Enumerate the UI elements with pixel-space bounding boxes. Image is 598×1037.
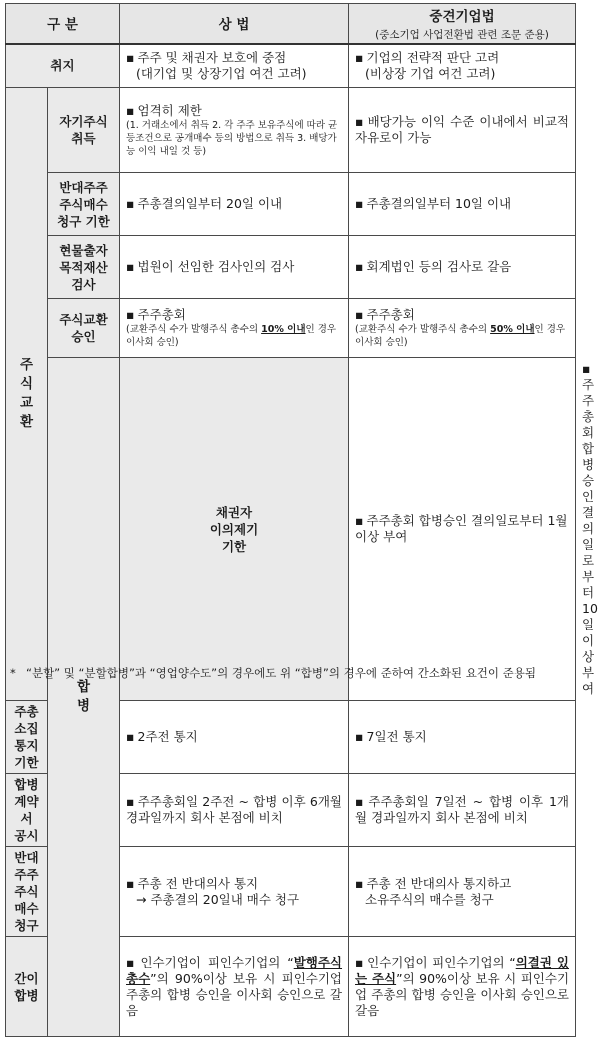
cell-appraisal-deadline-midsize <box>349 173 576 236</box>
cell-text: 주주총회 <box>366 307 415 322</box>
cell-text: ”의 90%이상 보유 시 피인수기업 주총의 합병 승인을 이사회 승인으로 갈음 <box>355 970 570 1018</box>
cell-text: 주총결의일부터 20일 이내 <box>137 196 283 211</box>
cell-text: 주총결의일부터 10일 이내 <box>366 196 512 211</box>
bullet-icon: ▪ <box>126 196 135 211</box>
cell-note: (교환주식 수가 발행주식 총수의 <box>126 324 262 335</box>
cell-purpose-midsize <box>349 44 576 88</box>
row-label-purpose: 취지 <box>6 44 120 88</box>
cell-text: 주주총회 합병승인 결의일로부터 1월 이상 부여 <box>355 513 568 544</box>
bullet-icon: ▪ <box>126 49 135 65</box>
bullet-icon: ▪ <box>126 794 135 809</box>
cell-in-kind-midsize <box>349 236 576 299</box>
cell-text: 배당가능 이익 수준 이내에서 비교적 자유로이 가능 <box>355 114 570 145</box>
label-line: 합병계약서 <box>14 777 39 826</box>
cell-text: 주주총회 <box>137 307 186 322</box>
label-line: 채권자 <box>215 504 253 520</box>
cell-note: 인 경우 이사회 승인) <box>126 324 337 348</box>
bullet-icon: ▪ <box>355 794 366 809</box>
cell-text-emphasis: 발행주식 총수 <box>126 954 343 986</box>
group-text: 합병 <box>76 679 91 714</box>
cell-treasury-commercial <box>120 88 349 173</box>
bullet-icon: ▪ <box>355 513 364 528</box>
row-label-merger-contract <box>6 774 48 847</box>
cell-meeting-notice-commercial <box>120 701 349 774</box>
cell-purpose-commercial <box>120 44 349 88</box>
cell-merger-appraisal-midsize <box>349 847 576 937</box>
label-line: 취득 <box>71 131 96 146</box>
bullet-icon: ▪ <box>355 114 365 129</box>
footnote <box>10 664 574 682</box>
label-line: 주식교환 <box>59 312 108 327</box>
cell-text: 인수기업이 피인수기업의 “ <box>367 954 516 970</box>
cell-text: ”의 90%이상 보유 시 피인수기업 주총의 합병 승인을 이사회 승인으로 갈음 <box>126 970 343 1018</box>
cell-text: 인수기업이 피인수기업의 “ <box>140 954 294 970</box>
header-row <box>6 4 576 44</box>
cell-text: (대기업 및 상장기업 여건 고려) <box>136 65 307 81</box>
cell-treasury-midsize <box>349 88 576 173</box>
label-line: 현물출자 <box>59 242 108 258</box>
cell-in-kind-commercial <box>120 236 349 299</box>
label-line: 기한 <box>221 538 247 554</box>
bullet-icon: ▪ <box>126 875 135 891</box>
header-midsize-subtitle: (중소기업 사업전환법 관련 조문 준용) <box>375 28 549 41</box>
label-line: 반대주주 <box>14 850 39 882</box>
bullet-icon: ▪ <box>126 102 135 118</box>
cell-text: 엄격히 제한 <box>137 102 202 118</box>
label-line: 반대주주 <box>59 179 108 195</box>
footnote-text: “분할” 및 “분할합병”과 “영업양수도”의 경우에도 위 “합병”의 경우에 준하여 간소화된 요건이 준용됨 <box>26 666 537 680</box>
row-treasury <box>6 88 576 173</box>
cell-simplified-merger-midsize <box>349 937 576 1037</box>
bullet-icon: ▪ <box>355 259 364 274</box>
label-line: 청구 <box>14 918 39 933</box>
row-label-appraisal-deadline <box>48 173 120 236</box>
cell-text: 2주전 통지 <box>137 729 198 744</box>
bullet-icon: ▪ <box>126 954 138 970</box>
label-line: 통지 기한 <box>14 738 39 770</box>
cell-merger-appraisal-commercial <box>120 847 349 937</box>
bullet-icon: ▪ <box>126 259 135 274</box>
label-line: 승인 <box>71 329 96 344</box>
label-line: 주식매수 <box>14 884 39 916</box>
cell-text: 회계법인 등의 검사로 갈음 <box>366 259 512 274</box>
cell-text: 기업의 전략적 판단 고려 <box>366 49 500 65</box>
label-line: 주총 소집 <box>14 704 39 736</box>
cell-exchange-approval-midsize <box>349 299 576 358</box>
cell-exchange-approval-commercial <box>120 299 349 358</box>
cell-text: 주총 전 반대의사 통지 <box>137 875 259 891</box>
comparison-table <box>5 3 598 1037</box>
bullet-icon: ▪ <box>126 729 135 744</box>
row-in-kind <box>6 236 576 299</box>
cell-text: 법원이 선임한 검사인의 검사 <box>137 259 295 274</box>
cell-text-emphasis: 의결권 있는 주식 <box>355 954 570 986</box>
bullet-icon: ▪ <box>355 49 364 65</box>
bullet-icon: ▪ <box>355 729 364 744</box>
cell-text: 주주총회일 7일전 ~ 합병 이후 1개월 경과일까지 회사 본점에 비치 <box>355 794 570 825</box>
cell-text: 7일전 통지 <box>366 729 427 744</box>
cell-simplified-merger-commercial <box>120 937 349 1037</box>
cell-appraisal-deadline-commercial <box>120 173 349 236</box>
bullet-icon: ▪ <box>126 307 135 322</box>
cell-text: (비상장 기업 여건 고려) <box>365 65 496 81</box>
cell-text: 소유주식의 매수를 청구 <box>365 891 494 907</box>
label-line: 주식매수 <box>59 196 108 212</box>
cell-meeting-notice-midsize <box>349 701 576 774</box>
label-line: 이의제기 <box>209 521 259 537</box>
row-creditor-objection <box>6 358 576 701</box>
row-label-in-kind <box>48 236 120 299</box>
label-line: 청구 기한 <box>57 213 110 229</box>
cell-note: 인 경우 이사회 승인) <box>355 324 566 348</box>
group-text: 주식교환 <box>19 357 34 430</box>
bullet-icon: ▪ <box>355 875 364 891</box>
row-appraisal-deadline <box>6 173 576 236</box>
label-line: 공시 <box>14 828 39 843</box>
group-label-merger <box>48 358 120 1037</box>
bullet-icon: ▪ <box>355 954 365 970</box>
row-label-merger-appraisal <box>6 847 48 937</box>
row-exchange-approval <box>6 299 576 358</box>
cell-note: (1. 거래소에서 취득 2. 각 주주 보유주식에 따라 균등조건으로 공개매수 등의 방법으로 취득 3. 배당가능 이익 내일 것 등) <box>126 119 338 157</box>
row-label-meeting-notice <box>6 701 48 774</box>
row-purpose <box>6 44 576 88</box>
bullet-icon: ▪ <box>355 196 364 211</box>
cell-text: 주총 전 반대의사 통지하고 <box>366 875 512 891</box>
row-label-creditor-objection <box>120 358 349 701</box>
group-label-share-exchange <box>6 88 48 701</box>
cell-note-emphasis: 10% 이내 <box>261 324 306 335</box>
cell-creditor-objection-commercial <box>349 358 576 701</box>
cell-merger-contract-midsize <box>349 774 576 847</box>
footnote-mark: * <box>10 666 16 680</box>
cell-text: 주주총회일 2주전 ~ 합병 이후 6개월 경과일까지 회사 본점에 비치 <box>126 794 342 825</box>
cell-text: → 주총결의 20일내 매수 청구 <box>136 891 300 907</box>
cell-note: (교환주식 수가 발행주식 총수의 <box>355 324 491 335</box>
row-label-exchange-approval <box>48 299 120 358</box>
cell-note-emphasis: 50% 이내 <box>490 324 535 335</box>
bullet-icon: ▪ <box>355 307 364 322</box>
header-commercial-act: 상 법 <box>120 4 349 44</box>
label-line: 자기주식 <box>59 114 108 129</box>
cell-text: 주주 및 채권자 보호에 중점 <box>137 49 287 65</box>
bullet-icon: ▪ <box>582 361 591 376</box>
header-midsize-title: 중견기업법 <box>429 8 495 25</box>
cell-merger-contract-commercial <box>120 774 349 847</box>
header-midsize-act <box>349 4 576 44</box>
header-category: 구 분 <box>6 4 120 44</box>
cell-text: 주주총회 합병승인 결의일로부터 10일 이상 부여 <box>582 377 598 696</box>
row-label-treasury <box>48 88 120 173</box>
label-line: 목적재산 <box>59 259 108 275</box>
row-label-simplified-merger: 간이합병 <box>6 937 48 1037</box>
label-line: 검사 <box>71 276 96 292</box>
